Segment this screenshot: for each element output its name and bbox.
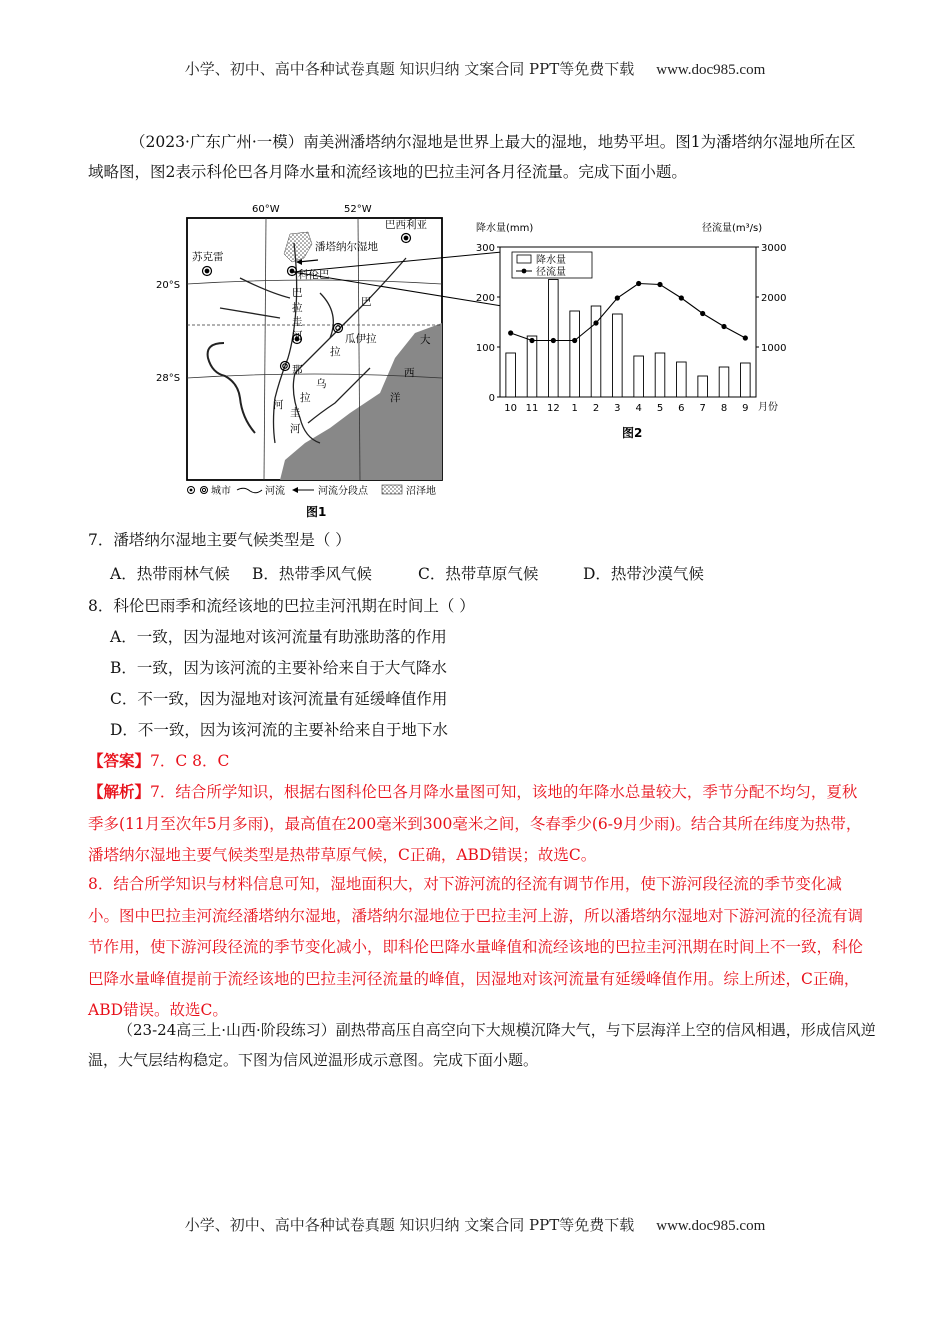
analysis-q7-text: 7．结合所学知识，根据右图科伦巴各月降水量图可知，该地的年降水总量较大，季节分配不均匀，夏秋季多(11月至次年5月多雨)，最高值在200毫米到300毫米之间，冬春季少(6-9月少雨)。结合其所在纬度为热带，潘塔纳尔湿地主要气候类型是热带草原气候，C正确，ABD错误；故选C。	[88, 783, 862, 864]
runoff-point-11	[529, 338, 534, 343]
x-tick-8: 8	[720, 403, 728, 414]
legend-runoff: 径流量	[536, 267, 566, 278]
right-tick-2000: 2000	[761, 293, 787, 304]
precip-bar-5	[655, 353, 665, 397]
runoff-point-7	[700, 311, 705, 316]
left-axis-label: 降水量(mm)	[476, 223, 534, 234]
paraguay-char-3: 圭	[292, 316, 303, 328]
na-label: 那	[292, 364, 303, 376]
atlantic-char-1: 大	[420, 334, 431, 346]
runoff-point-12	[551, 338, 556, 343]
runoff-point-3	[615, 295, 620, 300]
atlantic-char-2: 西	[404, 367, 415, 379]
analysis-tag: 【解析】	[88, 782, 151, 801]
wetland-label: 潘塔纳尔湿地	[315, 241, 378, 253]
right-axis-label: 径流量(m³/s)	[702, 223, 763, 234]
q8-option-c[interactable]: C．不一致，因为湿地对该河流量有延缓峰值作用	[110, 690, 448, 708]
x-tick-3: 3	[614, 403, 621, 414]
precip-bar-3	[613, 314, 623, 397]
map-legend	[188, 484, 437, 497]
right-tick-3000: 3000	[761, 243, 787, 254]
guaira-label: 瓜伊拉	[345, 333, 377, 345]
answer-text: 7．C 8．C	[150, 752, 230, 770]
figure-2-caption: 图2	[622, 426, 643, 440]
x-tick-9: 9	[742, 403, 749, 414]
runoff-point-4	[636, 281, 641, 286]
question-8-stem: 8．科伦巴雨季和流经该地的巴拉圭河汛期在时间上（ ）	[88, 597, 475, 615]
lon-label-52w: 52°W	[344, 204, 372, 215]
left-tick-100: 100	[475, 343, 495, 354]
precip-bar-9	[741, 363, 751, 397]
legend-segment: 河流分段点	[318, 486, 368, 497]
header-text: 小学、初中、高中各种试卷真题 知识归纳 文案合同 PPT等免费下载	[184, 60, 635, 78]
q7-option-d[interactable]: D．热带沙漠气候	[583, 565, 704, 583]
x-tick-2: 2	[592, 403, 600, 414]
atlantic-char-3: 洋	[390, 392, 401, 404]
paraguay-char-2: 拉	[292, 302, 303, 314]
answer-line	[88, 749, 229, 771]
precip-bar-6	[677, 362, 687, 397]
chart-legend	[512, 252, 592, 278]
figure-2-chart	[470, 215, 790, 445]
sucre-label: 苏克雷	[192, 251, 224, 263]
analysis-q7	[88, 776, 868, 872]
legend-river: 河流	[265, 486, 285, 497]
parana-label-ba: 巴	[361, 296, 372, 308]
question-intro: （2023·广东广州·一模）南美洲潘塔纳尔湿地是世界上最大的湿地，地势平坦。图1为潘塔纳尔湿地所在区域略图，图2表示科伦巴各月降水量和流经该地的巴拉圭河各月径流量。完成下面小题。	[88, 133, 856, 181]
analysis-q8: 8．结合所学知识与材料信息可知，湿地面积大，对下游河流的径流有调节作用，使下游河段径流的季节变化减小。图中巴拉圭河流经潘塔纳尔湿地，潘塔纳尔湿地位于巴拉圭河上游，所以潘塔纳尔湿地对下游河流的径流有调节作用，使下游河段径流的季节变化减小，即科伦巴降水量峰值和流经该地的巴拉圭河汛期在时间上不一致，科伦巴降水量峰值提前于流经该地的巴拉圭河径流量的峰值，因湿地对该河流量有延缓峰值作用。综上所述，C正确，ABD错误。故选C。	[88, 875, 864, 1019]
uruguay-char-3: 圭	[290, 407, 301, 419]
x-tick-6: 6	[678, 403, 685, 414]
x-tick-1: 1	[571, 403, 578, 414]
precip-bar-11	[527, 336, 537, 397]
x-tick-4: 4	[635, 403, 642, 414]
uruguay-char-1: 乌	[316, 378, 327, 390]
corumba-label: 科伦巴	[298, 269, 330, 281]
figure-1-map	[156, 198, 456, 520]
q8-option-a[interactable]: A．一致，因为湿地对该河流量有助涨助落的作用	[110, 628, 447, 646]
lat-label-20s: 20°S	[156, 280, 181, 291]
page-header	[0, 58, 950, 79]
precip-bar-1	[570, 311, 580, 397]
x-unit-label: 月份	[758, 402, 778, 413]
runoff-point-6	[679, 295, 684, 300]
q8-option-b[interactable]: B．一致，因为该河流的主要补给来自于大气降水	[110, 659, 447, 677]
q7-option-c[interactable]: C．热带草原气候	[418, 565, 539, 583]
q7-option-b[interactable]: B．热带季风气候	[252, 565, 372, 583]
legend-city: 城市	[211, 486, 231, 497]
x-tick-12: 12	[546, 403, 560, 414]
x-tick-10: 10	[504, 403, 518, 414]
precip-bar-4	[634, 356, 644, 397]
runoff-point-5	[657, 282, 662, 287]
page-footer	[0, 1214, 950, 1235]
precip-bar-7	[698, 376, 708, 397]
header-url[interactable]: www.doc985.com	[656, 62, 766, 78]
brasilia-label: 巴西利亚	[385, 219, 427, 231]
runoff-point-1	[572, 338, 577, 343]
x-tick-11: 11	[525, 403, 539, 414]
paraguay-char-4: 河	[292, 330, 303, 342]
figure-1-caption: 图1	[306, 505, 327, 519]
paraguay-char-1: 巴	[292, 287, 303, 299]
he-label: 河	[273, 399, 284, 411]
left-tick-0: 0	[488, 393, 495, 404]
runoff-point-2	[593, 320, 598, 325]
footer-text: 小学、初中、高中各种试卷真题 知识归纳 文案合同 PPT等免费下载	[184, 1216, 635, 1234]
legend-precip: 降水量	[536, 255, 566, 266]
runoff-point-9	[743, 335, 748, 340]
q7-option-a[interactable]: A．热带雨林气候	[110, 565, 230, 583]
precip-bar-8	[719, 367, 729, 397]
lat-label-28s: 28°S	[156, 373, 181, 384]
left-tick-300: 300	[475, 243, 495, 254]
footer-url[interactable]: www.doc985.com	[656, 1218, 766, 1234]
answer-tag: 【答案】	[88, 751, 151, 770]
right-tick-1000: 1000	[761, 343, 787, 354]
uruguay-char-2: 拉	[300, 392, 311, 404]
runoff-point-10	[508, 330, 513, 335]
lon-label-60w: 60°W	[252, 204, 280, 215]
x-tick-7: 7	[699, 403, 706, 414]
x-tick-5: 5	[656, 403, 664, 414]
runoff-point-8	[721, 324, 726, 329]
uruguay-char-4: 河	[290, 423, 301, 435]
next-question-intro: （23-24高三上·山西·阶段练习）副热带高压自高空向下大规模沉降大气，与下层海洋上空的信风相遇，形成信风逆温，大气层结构稳定。下图为信风逆温形成示意图。完成下面小题。	[88, 1021, 876, 1069]
precip-bar-10	[506, 353, 516, 397]
q8-option-d[interactable]: D．不一致，因为该河流的主要补给来自于地下水	[110, 721, 448, 739]
question-7-stem: 7．潘塔纳尔湿地主要气候类型是（ ）	[88, 531, 351, 549]
legend-marsh: 沼泽地	[406, 486, 436, 497]
la-label: 拉	[330, 346, 341, 358]
left-tick-200: 200	[475, 293, 495, 304]
